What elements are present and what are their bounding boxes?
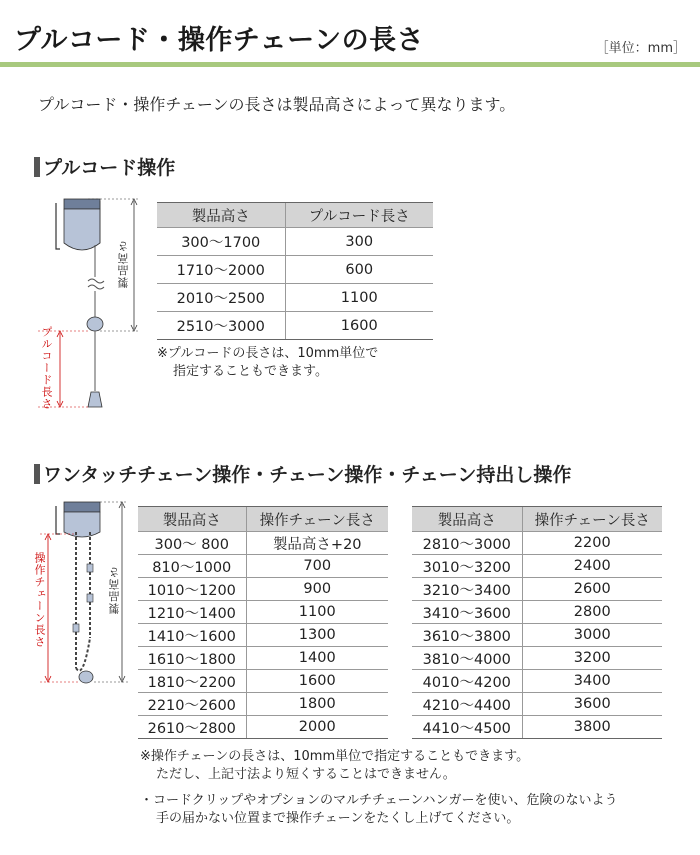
note-line: ※プルコードの長さは、10mm単位で bbox=[157, 346, 379, 361]
note-line: 手の届かない位置まで操作チェーンをたくし上げてください。 bbox=[156, 811, 520, 826]
table-row bbox=[412, 578, 662, 601]
height-cell: 300～ 800 bbox=[138, 532, 246, 555]
length-cell: 1300 bbox=[246, 624, 388, 647]
section-title-chain-text: ワンタッチチェーン操作・チェーン操作・チェーン持出し操作 bbox=[43, 464, 572, 486]
table-row bbox=[412, 670, 662, 693]
table-row bbox=[157, 228, 433, 256]
height-cell: 3610～3800 bbox=[412, 624, 522, 647]
height-cell: 4010～4200 bbox=[412, 670, 522, 693]
title-underline bbox=[0, 62, 700, 67]
height-cell: 4410～4500 bbox=[412, 716, 522, 739]
length-cell: 3200 bbox=[522, 647, 662, 670]
length-cell: 2400 bbox=[522, 555, 662, 578]
note-line: ・コードクリップやオプションのマルチチェーンハンガーを使い、危険のないよう bbox=[140, 793, 618, 808]
table-header-row bbox=[412, 507, 662, 532]
height-cell: 4210～4400 bbox=[412, 693, 522, 716]
length-cell: 1800 bbox=[246, 693, 388, 716]
height-cell: 1010～1200 bbox=[138, 578, 246, 601]
chain-table-right bbox=[412, 506, 662, 739]
note-line: ただし、上記寸法より短くすることはできません。 bbox=[156, 767, 456, 782]
table-row bbox=[138, 601, 388, 624]
note-line: 指定することもできます。 bbox=[173, 364, 328, 379]
pullcord-note bbox=[157, 345, 378, 381]
chain-table-left bbox=[138, 506, 388, 739]
height-cell: 1210～1400 bbox=[138, 601, 246, 624]
chain-safety-note bbox=[140, 792, 618, 828]
unit-label: ［単位：mm］ bbox=[595, 41, 686, 56]
table-row bbox=[138, 555, 388, 578]
length-cell: 1100 bbox=[246, 601, 388, 624]
length-cell: 製品高さ+20 bbox=[246, 532, 388, 555]
length-cell: 1400 bbox=[246, 647, 388, 670]
table-row bbox=[157, 312, 433, 340]
table-row bbox=[412, 532, 662, 555]
length-cell: 2200 bbox=[522, 532, 662, 555]
page-title: プルコード・操作チェーンの長さ bbox=[14, 25, 425, 56]
section-title-pullcord bbox=[34, 153, 175, 180]
table-row bbox=[138, 716, 388, 739]
height-cell: 1610～1800 bbox=[138, 647, 246, 670]
height-cell: 3410～3600 bbox=[412, 601, 522, 624]
chain-height-label: 製品高さ bbox=[108, 566, 121, 614]
table-row bbox=[138, 693, 388, 716]
section-marker bbox=[34, 464, 40, 484]
height-cell: 3810～4000 bbox=[412, 647, 522, 670]
note-line: ※操作チェーンの長さは、10mm単位で指定することもできます。 bbox=[140, 749, 530, 764]
height-cell: 2210～2600 bbox=[138, 693, 246, 716]
table-header-row bbox=[157, 203, 433, 228]
length-cell: 2600 bbox=[522, 578, 662, 601]
length-cell: 3000 bbox=[522, 624, 662, 647]
section-title-pullcord-text: プルコード操作 bbox=[43, 157, 176, 179]
length-cell: 2000 bbox=[246, 716, 388, 739]
table-row bbox=[138, 624, 388, 647]
column-header: 操作チェーン長さ bbox=[246, 507, 388, 532]
height-cell: 3210～3400 bbox=[412, 578, 522, 601]
chain-length-label: 操作チェーン長さ bbox=[33, 552, 46, 648]
table-row bbox=[412, 601, 662, 624]
height-cell: 300～1700 bbox=[157, 228, 285, 256]
length-cell: 3400 bbox=[522, 670, 662, 693]
table-row bbox=[138, 532, 388, 555]
table-row bbox=[412, 647, 662, 670]
table-row bbox=[138, 670, 388, 693]
height-cell: 2810～3000 bbox=[412, 532, 522, 555]
table-row bbox=[412, 693, 662, 716]
table-row bbox=[412, 716, 662, 739]
height-cell: 1410～1600 bbox=[138, 624, 246, 647]
table-row bbox=[138, 578, 388, 601]
table-row bbox=[412, 624, 662, 647]
pullcord-length-label: プルコード長さ bbox=[40, 326, 53, 410]
length-cell: 1100 bbox=[285, 284, 433, 312]
height-cell: 1710～2000 bbox=[157, 256, 285, 284]
length-cell: 900 bbox=[246, 578, 388, 601]
length-cell: 1600 bbox=[246, 670, 388, 693]
column-header: 操作チェーン長さ bbox=[522, 507, 662, 532]
column-header: 製品高さ bbox=[157, 203, 285, 228]
height-cell: 2510～3000 bbox=[157, 312, 285, 340]
table-header-row bbox=[138, 507, 388, 532]
pullcord-table bbox=[157, 202, 433, 340]
height-cell: 2010～2500 bbox=[157, 284, 285, 312]
height-cell: 2610～2800 bbox=[138, 716, 246, 739]
height-cell: 810～1000 bbox=[138, 555, 246, 578]
table-row bbox=[412, 555, 662, 578]
header bbox=[0, 0, 700, 70]
length-cell: 600 bbox=[285, 256, 433, 284]
length-cell: 3800 bbox=[522, 716, 662, 739]
pullcord-height-label: 製品高さ bbox=[117, 240, 130, 288]
section-title-chain bbox=[34, 460, 571, 487]
table-row bbox=[157, 284, 433, 312]
length-cell: 3600 bbox=[522, 693, 662, 716]
length-cell: 300 bbox=[285, 228, 433, 256]
column-header: 製品高さ bbox=[412, 507, 522, 532]
table-row bbox=[157, 256, 433, 284]
chain-note bbox=[140, 748, 529, 784]
length-cell: 1600 bbox=[285, 312, 433, 340]
column-header: プルコード長さ bbox=[285, 203, 433, 228]
section-marker bbox=[34, 157, 40, 177]
length-cell: 700 bbox=[246, 555, 388, 578]
height-cell: 3010～3200 bbox=[412, 555, 522, 578]
intro-text: プルコード・操作チェーンの長さは製品高さによって異なります。 bbox=[38, 95, 516, 114]
table-row bbox=[138, 647, 388, 670]
height-cell: 1810～2200 bbox=[138, 670, 246, 693]
column-header: 製品高さ bbox=[138, 507, 246, 532]
length-cell: 2800 bbox=[522, 601, 662, 624]
